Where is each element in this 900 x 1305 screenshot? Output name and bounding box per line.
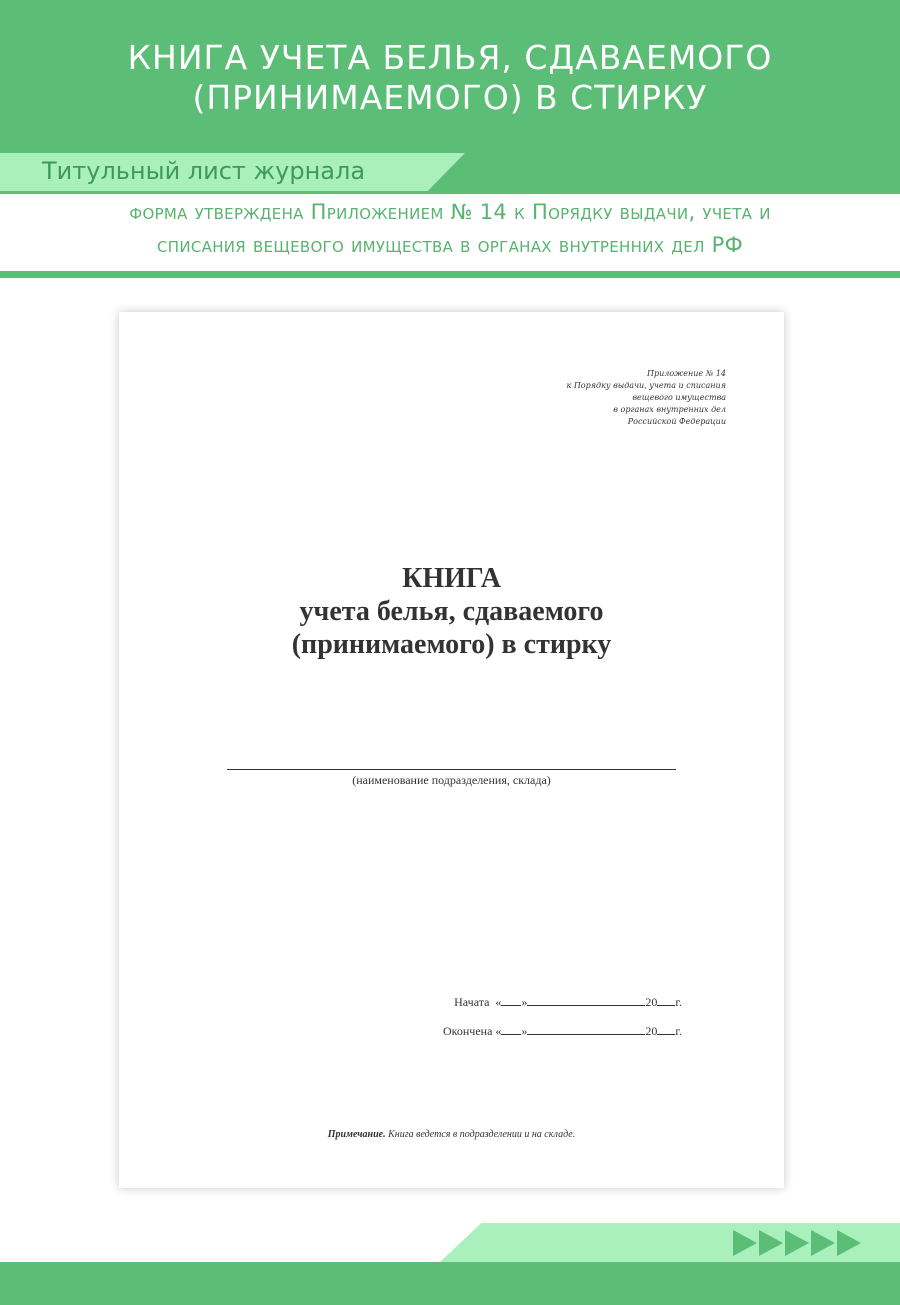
year-blank (657, 994, 675, 1006)
year-blank (657, 1023, 675, 1035)
day-blank (501, 994, 521, 1006)
appendix-line: в органах внутренних дел (613, 405, 726, 414)
day-blank (501, 1023, 521, 1035)
month-blank (527, 1023, 645, 1035)
quote-open: « (495, 995, 502, 1009)
unit-name-line (227, 769, 676, 770)
start-label: Начата (454, 995, 490, 1009)
unit-name-caption: (наименование подразделения, склада) (352, 773, 551, 787)
page-title: КНИГА УЧЕТА БЕЛЬЯ, СДАВАЕМОГО (ПРИНИМАЕМОГО) В СТИРКУ (127, 38, 773, 117)
end-date-row (443, 1023, 682, 1039)
month-blank (527, 994, 645, 1006)
divider-bottom (0, 271, 900, 278)
book-title (119, 562, 784, 662)
subtitle-label: Титульный лист журнала (42, 157, 366, 185)
document-note (119, 1129, 784, 1140)
chevron-right-icon (811, 1230, 835, 1256)
chevron-right-icon (759, 1230, 783, 1256)
year-suffix: г. (675, 995, 682, 1009)
quote-close: » (521, 1024, 528, 1038)
appendix-reference (466, 368, 726, 428)
chevron-right-icon (785, 1230, 809, 1256)
form-approval-note: форма утверждена Приложением № 14 к Порядку выдачи, учета и списания вещевого имущества в органах внутренних дел РФ (129, 200, 771, 257)
appendix-line: вещевого имущества (632, 393, 726, 402)
end-label: Окончена (443, 1024, 493, 1038)
book-title-line: (принимаемого) в стирку (291, 629, 612, 660)
document-page (119, 312, 784, 1188)
quote-open: « (495, 1024, 502, 1038)
book-title-line: КНИГА (402, 563, 501, 594)
book-title-line: учета белья, сдаваемого (299, 596, 604, 627)
year-prefix: 20 (645, 995, 658, 1009)
year-suffix: г. (675, 1024, 682, 1038)
start-date-row (454, 994, 682, 1010)
appendix-line: Российской Федерации (627, 417, 726, 426)
divider-top (0, 191, 900, 194)
appendix-line: к Порядку выдачи, учета и списания (566, 381, 726, 390)
header-banner (0, 0, 900, 153)
quote-close: » (521, 995, 528, 1009)
footer-arrows (733, 1230, 861, 1258)
chevron-right-icon (733, 1230, 757, 1256)
note-label: Примечание. (327, 1129, 386, 1140)
footer-band (0, 1262, 900, 1305)
appendix-line: Приложение № 14 (647, 369, 726, 378)
year-prefix: 20 (645, 1024, 658, 1038)
note-text: Книга ведется в подразделении и на складе. (388, 1129, 576, 1140)
chevron-right-icon (837, 1230, 861, 1256)
